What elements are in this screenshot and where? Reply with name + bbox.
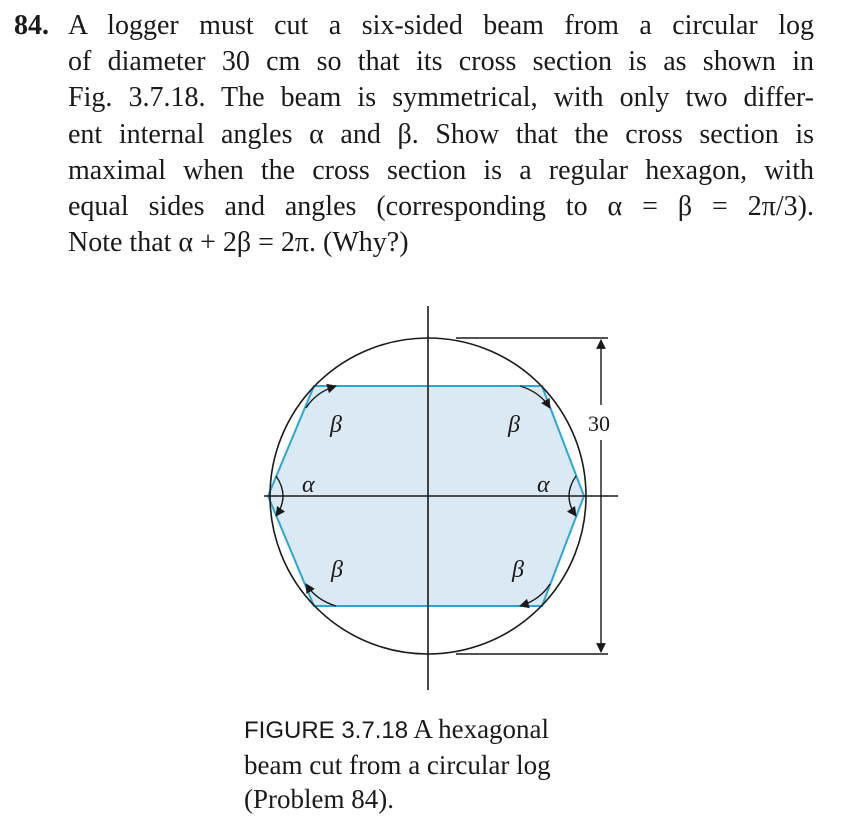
- label-alpha-left: α: [302, 472, 315, 498]
- label-beta-top-right: β: [508, 412, 520, 438]
- label-beta-bottom-right: β: [512, 557, 524, 583]
- caption-line-2: beam cut from a circular log: [244, 750, 551, 780]
- problem-line-6: equal sides and angles (corresponding to α = β = 2π/3).: [68, 191, 814, 223]
- problem-line-2: of diameter 30 cm so that its cross section is as shown in: [68, 46, 814, 78]
- problem-line-3: Fig. 3.7.18. The beam is symmetrical, with only two differ-: [68, 82, 814, 114]
- problem-line-5: maximal when the cross section is a regular hexagon, with: [68, 154, 814, 186]
- label-alpha-right: α: [537, 472, 550, 498]
- label-beta-bottom-left: β: [331, 557, 343, 583]
- problem-line-1: A logger must cut a six-sided beam from a circular log: [68, 10, 814, 41]
- label-diameter: 30: [588, 411, 610, 436]
- figure-caption: [244, 712, 624, 816]
- caption-line-1: A hexagonal: [413, 714, 550, 744]
- label-beta-top-left: β: [330, 412, 342, 438]
- problem-number: 84.: [14, 10, 49, 41]
- caption-line-3: (Problem 84).: [244, 784, 394, 814]
- problem-line-7: Note that α + 2β = 2π. (Why?): [68, 227, 409, 259]
- caption-heading: FIGURE 3.7.18: [244, 717, 409, 744]
- problem-line-4: ent internal angles α and β. Show that the cross section is: [68, 118, 814, 150]
